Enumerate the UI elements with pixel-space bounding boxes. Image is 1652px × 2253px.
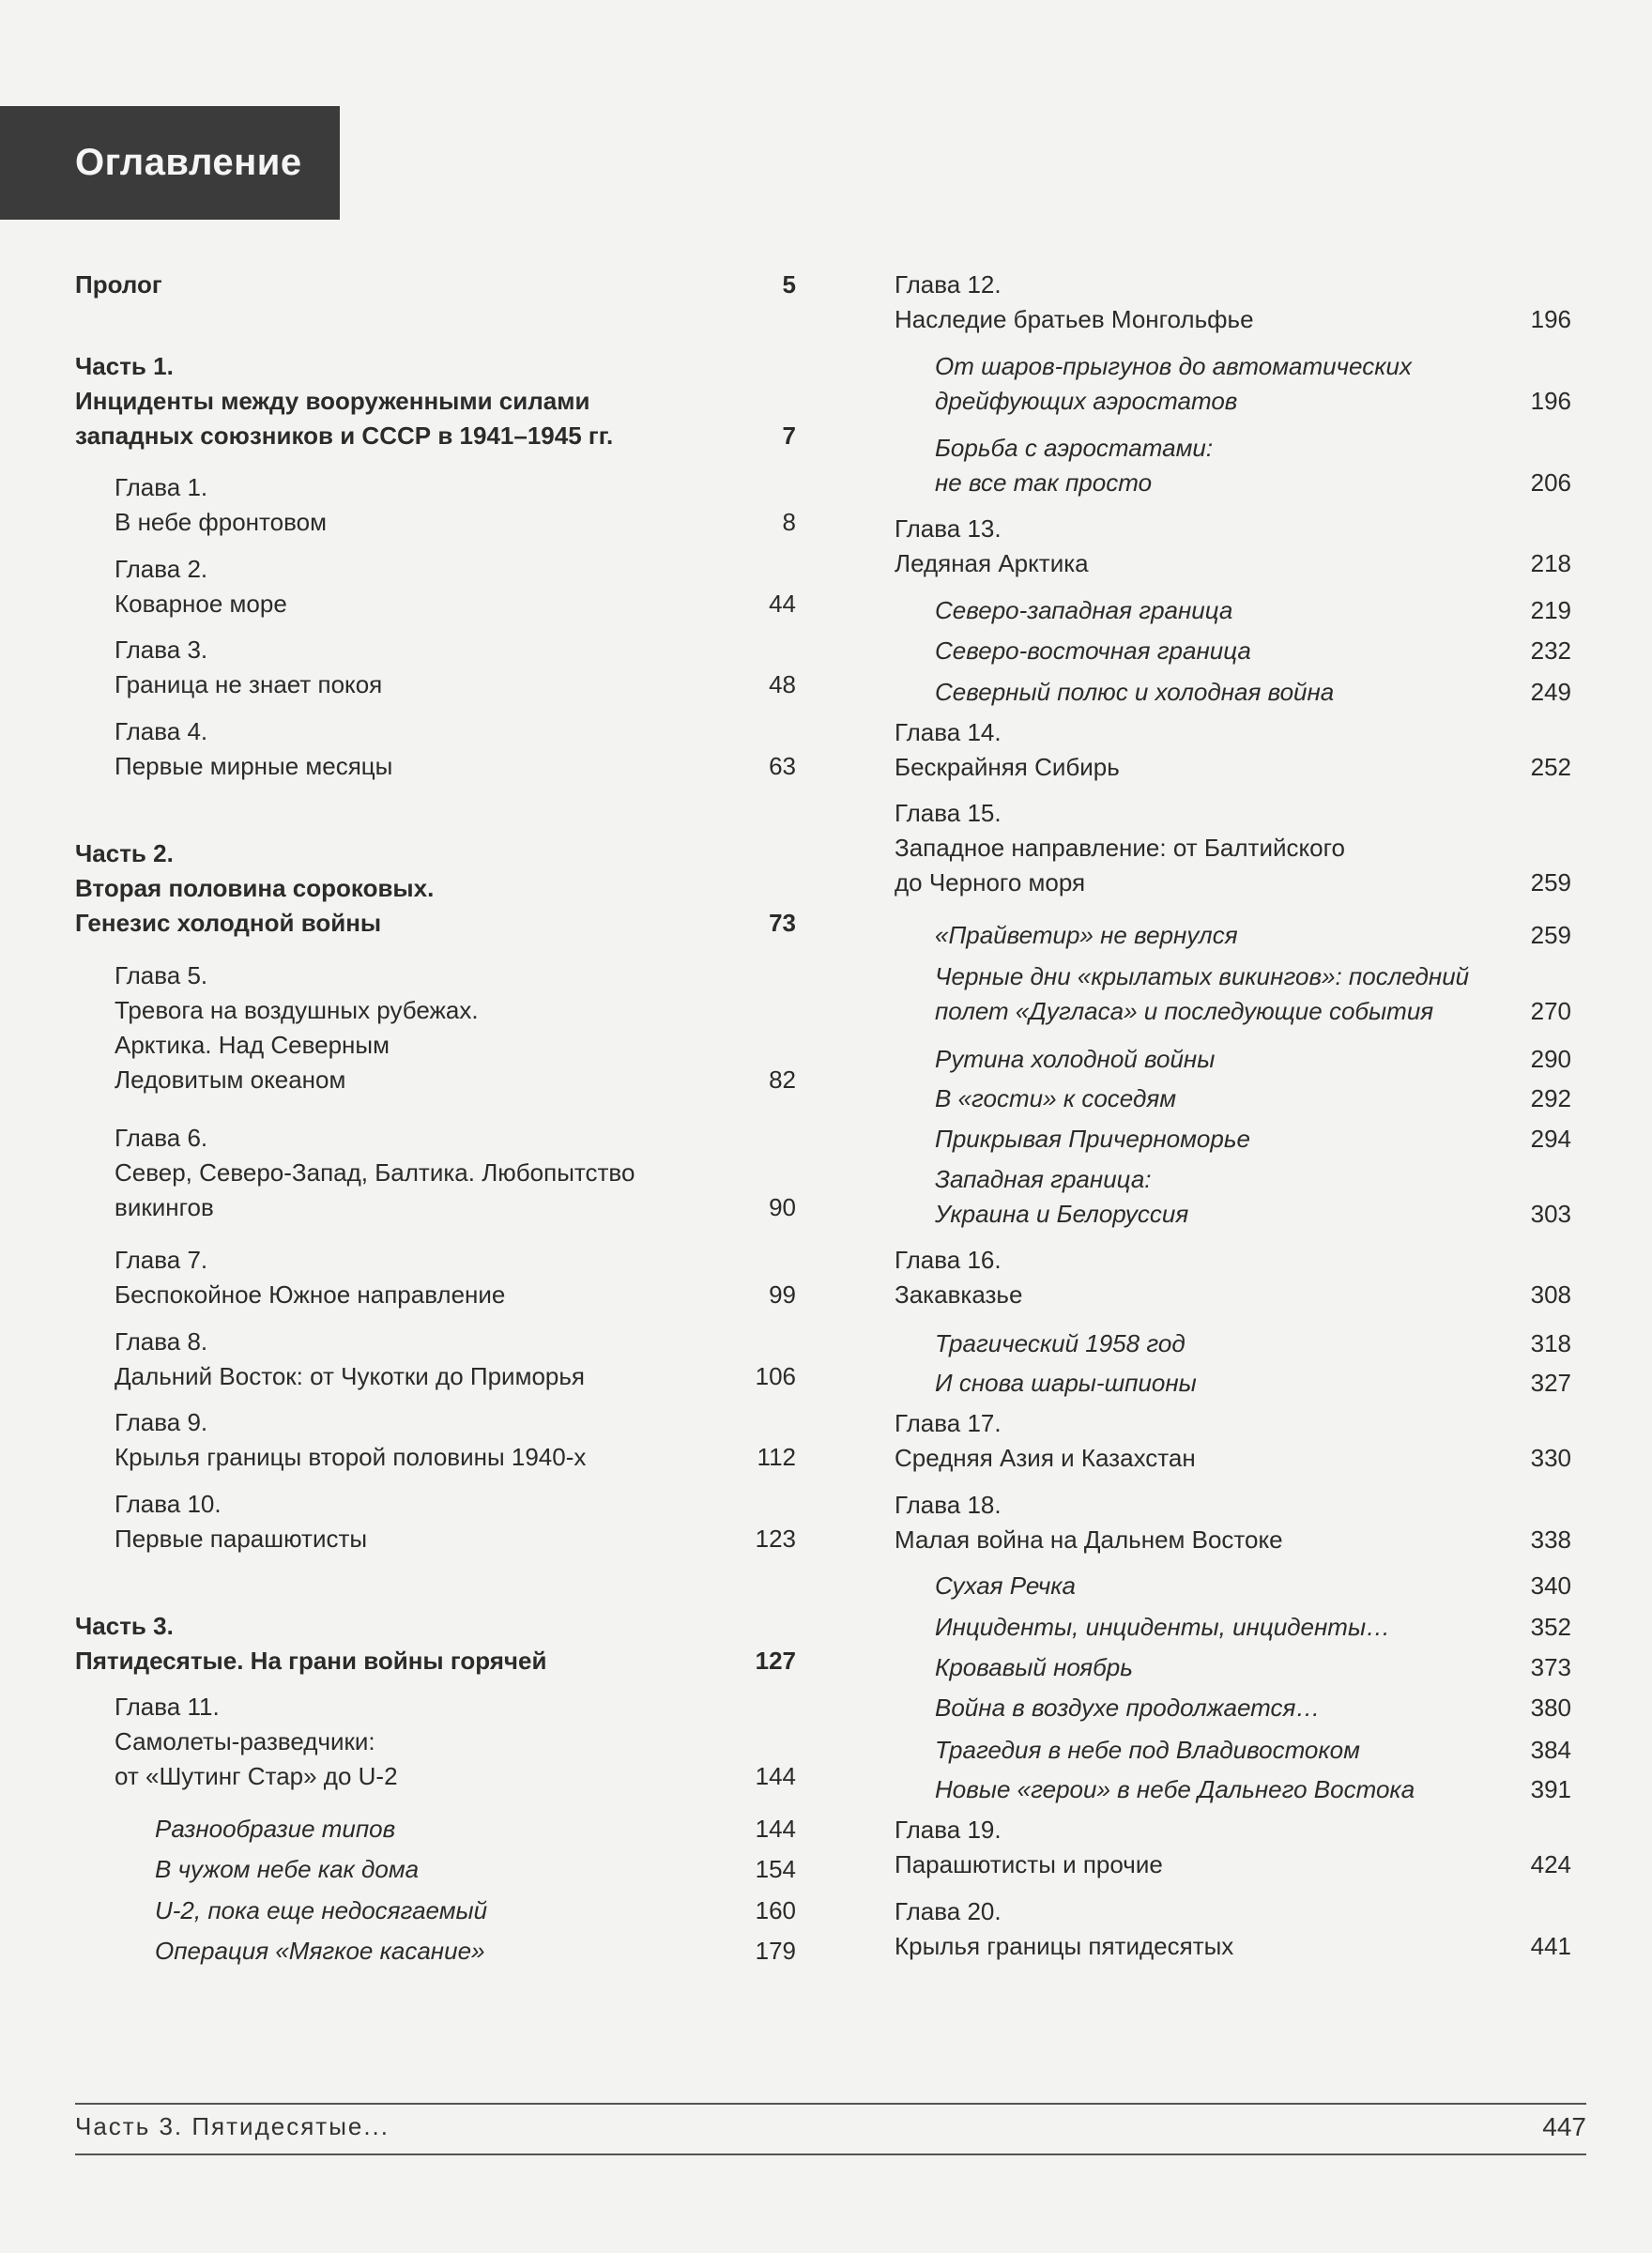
entry-title [935,634,1251,668]
entry-title-line: не все так просто [935,468,1153,498]
entry-title [115,1121,635,1225]
toc-entry-section [935,593,1571,628]
entry-title-line: В небе фронтовом [115,507,327,536]
toc-entry-part [75,1609,796,1678]
entry-title-line: Глава 9. [115,1407,208,1436]
toc-entry-section [935,634,1571,668]
entry-title-line: Крылья границы второй половины 1940-х [115,1442,587,1471]
entry-page-number: 99 [769,1280,796,1309]
entry-page-number: 290 [1530,1044,1571,1073]
entry-title-line: Первые мирные месяцы [115,751,393,780]
entry-page-number: 73 [769,908,796,937]
toc-entry-section [935,1650,1571,1685]
entry-page-number: 127 [755,1646,796,1675]
entry-title-line: От шаров-прыгунов до автоматических [935,352,1412,381]
entry-page-number: 270 [1530,997,1571,1026]
entry-title-line: Глава 15. [895,798,1002,827]
running-head: Часть 3. Пятидесятые... [75,2112,390,2140]
toc-entry-chapter [115,1325,796,1394]
toc-entry-chapter [895,1488,1571,1557]
entry-title-line: Самолеты-разведчики: [115,1726,375,1755]
entry-page-number: 106 [755,1362,796,1391]
entry-title [115,1405,586,1475]
entry-title-line: от «Шутинг Стар» до U-2 [115,1761,398,1790]
toc-entry-section [935,959,1571,1029]
entry-title [895,715,1120,785]
entry-title-line: Граница не знает покоя [115,669,383,698]
entry-page-number: 441 [1530,1932,1571,1961]
entry-title-line: Глава 16. [895,1245,1002,1274]
entry-title-line: Бескрайняя Сибирь [895,753,1120,782]
toc-entry-chapter [115,1121,796,1225]
entry-title-line: Коварное море [115,589,287,618]
entry-title-line: Западная граница: [935,1165,1152,1194]
entry-title [935,1042,1215,1077]
entry-page-number: 112 [757,1442,796,1471]
entry-title-line: Украина и Белоруссия [935,1200,1189,1229]
entry-title [115,1487,367,1556]
entry-title-line: Часть 3. [75,1611,174,1640]
toc-entry-chapter [115,714,796,784]
entry-page-number: 196 [1530,304,1571,333]
entry-title-line: Новые «герои» в небе Дальнего Востока [935,1775,1415,1804]
toc-entry-section [935,1042,1571,1077]
toc-entry-section [155,1812,796,1847]
entry-title-line: Глава 18. [895,1491,1002,1520]
entry-title-line: Глава 17. [895,1409,1002,1438]
entry-title-line: Северо-восточная граница [935,636,1251,666]
entry-title-line: Сухая Речка [935,1571,1077,1601]
toc-entry-chapter [895,268,1571,337]
entry-title [115,1243,505,1312]
entry-title [115,958,479,1097]
entry-title-line: Разнообразие типов [155,1814,396,1843]
entry-page-number: 154 [755,1854,796,1883]
entry-title-line: Часть 1. [75,352,174,381]
entry-page-number: 303 [1530,1200,1571,1229]
entry-page-number: 90 [769,1192,796,1221]
toc-entry-section [935,1772,1571,1807]
entry-title-line: Черные дни «крылатых викингов»: последний [935,962,1470,991]
entry-title-line: «Прайветир» не вернулся [935,921,1238,950]
toc-entry-chapter [895,1813,1571,1882]
entry-title [895,1813,1163,1882]
entry-page-number: 63 [769,751,796,780]
entry-title [935,1650,1133,1685]
entry-title [935,675,1334,710]
toc-entry-chapter [115,1243,796,1312]
entry-page-number: 44 [769,589,796,618]
entry-title-line: Инциденты между вооруженными силами [75,387,590,416]
entry-title-line: Глава 3. [115,635,208,664]
entry-title-line: Война в воздухе продолжается… [935,1694,1321,1723]
toc-entry-chapter [895,715,1571,785]
entry-page-number: 340 [1530,1571,1571,1601]
entry-title-line: И снова шары-шпионы [935,1369,1197,1398]
entry-title-line: Арктика. Над Северным [115,1030,390,1059]
toc-entry-section [935,675,1571,710]
entry-title-line: Северо-западная граница [935,596,1233,625]
toc-entry-part [75,836,796,941]
entry-title-line: Парашютисты и прочие [895,1850,1163,1879]
toc-entry-section [155,1934,796,1969]
entry-title [935,1772,1415,1807]
entry-title-line: Дальний Восток: от Чукотки до Приморья [115,1362,585,1391]
entry-title-line: Средняя Азия и Казахстан [895,1444,1196,1473]
entry-page-number: 144 [755,1761,796,1790]
entry-title [75,268,162,302]
toc-entry-section [155,1852,796,1887]
entry-title-line: Глава 13. [895,514,1002,544]
entry-title-line: Пролог [75,269,162,299]
entry-title [935,1081,1176,1116]
entry-title-line: Трагический 1958 год [935,1328,1185,1357]
toc-entry-section [935,1366,1571,1401]
entry-title-line: Генезис холодной войны [75,908,382,937]
entry-title [935,1162,1188,1232]
toc-entry-section [935,1733,1571,1768]
entry-title-line: Глава 4. [115,716,208,745]
page-number: 447 [1542,2112,1586,2141]
entry-title [75,1609,546,1678]
entry-page-number: 144 [755,1814,796,1843]
entry-title [115,1325,585,1394]
entry-title [935,918,1238,953]
entry-title-line: Глава 5. [115,960,208,989]
entry-title-line: Глава 1. [115,472,208,501]
toc-entry-chapter [895,1406,1571,1476]
entry-title [935,1569,1076,1603]
entry-page-number: 7 [782,421,796,451]
entry-page-number: 308 [1530,1280,1571,1309]
entry-title [155,1852,419,1887]
toc-entry-chapter [115,1487,796,1556]
entry-title [895,1488,1283,1557]
toc-entry-chapter [895,796,1571,900]
entry-title [115,633,382,702]
entry-title [155,1893,487,1928]
entry-title-line: Глава 8. [115,1327,208,1356]
entry-page-number: 294 [1530,1125,1571,1154]
entry-title-line: Западное направление: от Балтийского [895,833,1345,862]
entry-title [935,593,1232,628]
entry-title-line: викингов [115,1192,214,1221]
entry-page-number: 5 [782,269,796,299]
entry-page-number: 48 [769,669,796,698]
toc-entry-chapter [115,1690,796,1794]
entry-title-line: полет «Дугласа» и последующие события [935,997,1434,1026]
entry-title [895,1406,1196,1476]
entry-page-number: 318 [1530,1328,1571,1357]
toc-entry-section [935,1081,1571,1116]
entry-title [75,836,434,941]
entry-title-line: Операция «Мягкое касание» [155,1936,485,1965]
entry-title-line: Рутина холодной войны [935,1044,1216,1073]
toc-entry-chapter [895,1894,1571,1964]
toc-entry-section [155,1893,796,1928]
entry-title-line: Первые парашютисты [115,1524,368,1553]
entry-title-line: Глава 2. [115,554,208,583]
toc-entry-part [75,268,796,302]
toc-entry-chapter [115,470,796,540]
entry-title-line: Малая война на Дальнем Востоке [895,1525,1283,1555]
entry-title-line: Часть 2. [75,838,174,867]
entry-title-line: до Черного моря [895,867,1086,897]
entry-page-number: 338 [1530,1525,1571,1555]
entry-title-line: Закавказье [895,1280,1023,1309]
entry-title-line: Беспокойное Южное направление [115,1280,506,1309]
entry-title [155,1812,395,1847]
entry-title-line: В чужом небе как дома [155,1854,420,1883]
toc-entry-section [935,1691,1571,1725]
entry-title [115,714,392,784]
entry-title-line: Наследие братьев Монгольфье [895,304,1254,333]
entry-title-line: Кровавый ноябрь [935,1653,1133,1682]
entry-title-line: Глава 20. [895,1897,1002,1926]
entry-title-line: дрейфующих аэростатов [935,387,1238,416]
entry-page-number: 8 [782,507,796,536]
entry-page-number: 292 [1530,1084,1571,1113]
entry-page-number: 424 [1530,1850,1571,1879]
entry-title [115,552,287,621]
toc-entry-chapter [115,958,796,1097]
entry-title [895,268,1254,337]
toc-entry-chapter [895,1243,1571,1312]
entry-page-number: 206 [1530,468,1571,498]
entry-title-line: Крылья границы пятидесятых [895,1932,1234,1961]
entry-page-number: 391 [1530,1775,1571,1804]
entry-title-line: Ледяная Арктика [895,549,1089,578]
entry-title [935,1122,1250,1157]
entry-title-line: Борьба с аэростатами: [935,434,1214,463]
entry-title [895,512,1089,581]
entry-title-line: Глава 11. [115,1692,220,1721]
toc-entry-part [75,349,796,453]
entry-page-number: 179 [755,1936,796,1965]
entry-title-line: Тревога на воздушных рубежах. [115,995,479,1024]
entry-page-number: 373 [1530,1653,1571,1682]
entry-page-number: 82 [769,1065,796,1094]
toc-entry-section [935,1610,1571,1645]
entry-title [935,1366,1197,1401]
entry-page-number: 232 [1530,636,1571,666]
entry-title [115,470,327,540]
entry-title [935,959,1469,1029]
entry-page-number: 219 [1530,596,1571,625]
entry-title [935,1610,1390,1645]
toc-entry-section [935,1162,1571,1232]
entry-title-line: Глава 10. [115,1489,222,1518]
toc-entry-section [935,1569,1571,1603]
entry-title-line: Прикрывая Причерноморье [935,1125,1250,1154]
entry-page-number: 352 [1530,1613,1571,1642]
toc-entry-section [935,1122,1571,1157]
entry-title-line: Глава 7. [115,1245,208,1274]
entry-title [935,1691,1320,1725]
toc-entry-chapter [115,1405,796,1475]
entry-title [155,1934,484,1969]
entry-page-number: 327 [1530,1369,1571,1398]
entry-title-line: Глава 14. [895,718,1002,747]
entry-page-number: 384 [1530,1735,1571,1764]
toc-entry-section [935,1326,1571,1361]
entry-page-number: 196 [1530,387,1571,416]
entry-title [75,349,613,453]
entry-title [895,796,1345,900]
toc-entry-chapter [115,633,796,702]
page-title: Оглавление [75,142,302,183]
entry-title-line: Ледовитым океаном [115,1065,346,1094]
entry-page-number: 259 [1530,867,1571,897]
entry-title [935,1326,1185,1361]
entry-title [935,1733,1360,1768]
entry-title-line: западных союзников и СССР в 1941–1945 гг. [75,421,614,451]
entry-title-line: Инциденты, инциденты, инциденты… [935,1613,1391,1642]
footer-top-rule [75,2103,1586,2105]
entry-page-number: 330 [1530,1444,1571,1473]
toc-entry-section [935,349,1571,419]
entry-title-line: Северный полюс и холодная война [935,678,1335,707]
footer-bottom-rule [75,2153,1586,2155]
entry-title-line: U-2, пока еще недосягаемый [155,1895,488,1924]
entry-title-line: Глава 12. [895,269,1002,299]
entry-title-line: Глава 6. [115,1123,208,1152]
toc-entry-section [935,431,1571,500]
entry-page-number: 123 [755,1524,796,1553]
toc-entry-chapter [115,552,796,621]
entry-page-number: 380 [1530,1694,1571,1723]
entry-page-number: 160 [755,1895,796,1924]
entry-title [895,1243,1022,1312]
entry-title [115,1690,398,1794]
entry-title [895,1894,1233,1964]
toc-entry-chapter [895,512,1571,581]
entry-title-line: Пятидесятые. На грани войны горячей [75,1646,547,1675]
entry-page-number: 249 [1530,678,1571,707]
toc-title-banner [0,106,340,220]
entry-title [935,349,1412,419]
entry-title-line: Север, Северо-Запад, Балтика. Любопытство [115,1157,635,1187]
entry-page-number: 259 [1530,921,1571,950]
entry-title-line: Вторая половина сороковых. [75,873,435,902]
entry-title [935,431,1213,500]
entry-title-line: Трагедия в небе под Владивостоком [935,1735,1360,1764]
entry-title-line: Глава 19. [895,1816,1002,1845]
toc-entry-section [935,918,1571,953]
entry-title-line: В «гости» к соседям [935,1084,1177,1113]
entry-page-number: 252 [1530,753,1571,782]
entry-page-number: 218 [1530,549,1571,578]
